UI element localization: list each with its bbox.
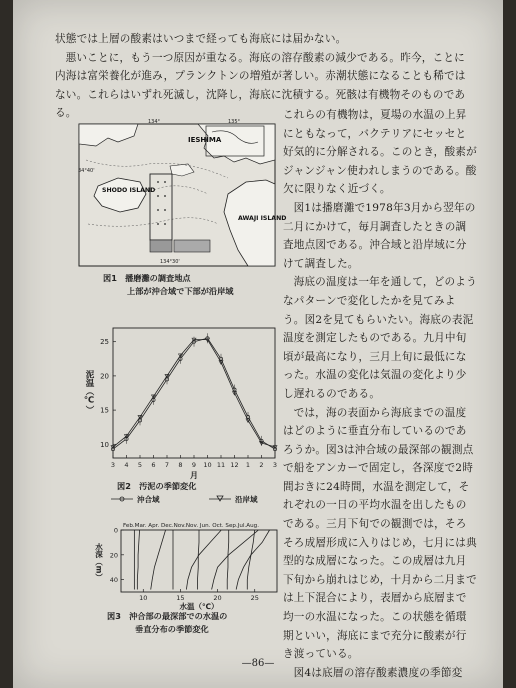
figure3-caption-line2: 垂直分布の季節変化 xyxy=(135,624,209,634)
figure2-chart xyxy=(81,320,281,480)
fig3-profile-line xyxy=(186,530,221,590)
fig2-x-tick-label: 1 xyxy=(245,461,251,469)
fig2-x-tick-label: 4 xyxy=(124,461,129,469)
label-awaji: AWAJI ISLAND xyxy=(238,215,287,222)
figure3-caption xyxy=(107,610,227,636)
right-para-3: 海底の温度は一年を通して，どのようなパターンで変化したかを見てみよう。図2を見てもらいたい。海底の表泥温度を測定したものである。九月中旬頃が最高になり，三月上旬に最低になった。水温の変化は気温の変化より少し遅れるのである。 xyxy=(283,276,477,400)
right-para-1: これらの有機物は，夏場の水温の上昇にともなって，バクテリアにセッセと好気的に分解される。このとき，酸素がジャンジャン使われしまうのである。酸欠に限りなく近づく。 xyxy=(283,109,477,196)
fig2-y-tick-label: 10 xyxy=(100,440,109,449)
fig2-x-tick-label: 3 xyxy=(272,461,278,469)
fig2-x-tick-label: 3 xyxy=(110,461,116,469)
figure2-caption-text: 図2 汚泥の季節変化 xyxy=(117,481,197,491)
figure1-caption-line2: 上部が沖合域で下部が沿岸域 xyxy=(127,286,234,296)
fig3-x-tick-label: 25 xyxy=(250,594,259,602)
fig3-x-tick-label: 20 xyxy=(213,594,222,602)
right-para-2: 図1は播磨灘で1978年3月から翌年の二月にかけて，毎月調査したときの調査地点図である。沖合域と沿岸域に分けて調査した。 xyxy=(283,201,476,270)
fig3-profile-line xyxy=(151,530,166,590)
fig3-profile-line xyxy=(227,530,228,590)
right-para-5: 図4は底層の溶存酸素濃度の季節変 xyxy=(293,666,463,679)
top-line-1: 状態では上層の酸素はいつまで経っても海底には届かない。 xyxy=(55,33,347,45)
legend-coastal: 沿岸域 xyxy=(235,495,258,504)
label-lon3: 134°30' xyxy=(160,259,180,265)
figure1-map xyxy=(78,119,287,270)
figure1-caption xyxy=(103,272,233,298)
fig3-profile-line xyxy=(198,530,199,590)
fig3-profile-line xyxy=(212,530,259,590)
fig2-x-tick-label: 7 xyxy=(164,461,170,469)
fig3-x-axis-label: 水温（℃） xyxy=(179,602,219,611)
fig3-profile-line xyxy=(137,530,139,590)
page-number: —86— xyxy=(241,658,275,669)
fig2-x-tick-label: 6 xyxy=(151,461,156,469)
label-ieshima: IESHIMA xyxy=(188,136,222,144)
fig2-x-tick-label: 2 xyxy=(259,461,264,469)
fig2-x-axis-label: 月 xyxy=(190,471,198,480)
fig2-y-tick-label: 25 xyxy=(100,338,109,347)
right-para-4: では，海の表面から海底までの温度はどのように垂直分布しているのであろうか。図3は沖合域の最深部の観測点で船をアンカーで固定し，各深度で2時間おきに24時間，水温を測定して，それぞれの一日の平均水温を出したものである。三月下旬での観測では，そろそろ成層形成に入りはじめ，七月には典型的な成層になった。この成層は九月下旬から崩れはじめ，十月から二月までは上下混合により，表層から底層まで均一の水温になった。この状態を循環期といい，海底にまで充分に酸素が行き渡っている。 xyxy=(283,406,477,661)
label-lon1: 134° xyxy=(148,119,161,125)
fig2-y-tick-label: 20 xyxy=(100,372,109,381)
label-shodo: SHODO ISLAND xyxy=(102,187,156,194)
fig3-y-tick-label: 20 xyxy=(109,551,118,560)
fig3-profile-line xyxy=(236,530,269,590)
label-lon2: 135° xyxy=(228,119,241,125)
fig3-y-axis-label: 水深（m） xyxy=(94,543,104,581)
fig2-series-line xyxy=(113,338,275,449)
document-page xyxy=(13,0,503,688)
fig2-x-tick-label: 12 xyxy=(230,461,239,469)
fig2-x-tick-label: 9 xyxy=(191,461,197,469)
fig3-months-header: Feb.Mar. Apr. Dec.Nov.Nov. Jun. Oct. Sep.Jul.Aug. xyxy=(123,523,259,529)
fig3-y-tick-label: 40 xyxy=(109,576,118,585)
figure2-legend xyxy=(109,492,279,506)
figure3-chart xyxy=(91,518,281,611)
fig2-x-tick-label: 10 xyxy=(203,461,212,469)
fig3-x-tick-label: 10 xyxy=(139,594,148,602)
legend-offshore: 沖合域 xyxy=(137,495,160,504)
figure3-caption-line1: 図3 沖合部の最深部での水温の xyxy=(107,611,228,621)
label-lat1: 34°40' xyxy=(78,168,95,174)
top-line-2: 悪いことに，もう一つ原因が重なる。海底の溶存酸素の減少である。昨今，ことに内海は富栄養化が進み，プランクトンの増殖が著しい。赤潮状態になることも稀ではない。これらはいずれ死滅し，沈降し，海底に沈積する。死骸は有機物そのものである。 xyxy=(55,51,466,120)
fig2-series-line xyxy=(113,340,275,447)
fig3-y-tick-label: 0 xyxy=(113,526,118,535)
right-column-text xyxy=(283,106,477,682)
fig2-x-tick-label: 8 xyxy=(178,461,183,469)
fig2-x-tick-label: 5 xyxy=(137,461,143,469)
figure1-caption-line1: 図1 播磨灘の調査地点 xyxy=(103,273,191,283)
fig2-x-tick-label: 11 xyxy=(216,461,226,469)
fig3-x-tick-label: 15 xyxy=(176,594,185,602)
fig2-y-axis-label: 泥温（℃） xyxy=(84,370,94,414)
fig2-y-tick-label: 15 xyxy=(100,406,109,415)
fig2-frame xyxy=(113,328,275,458)
